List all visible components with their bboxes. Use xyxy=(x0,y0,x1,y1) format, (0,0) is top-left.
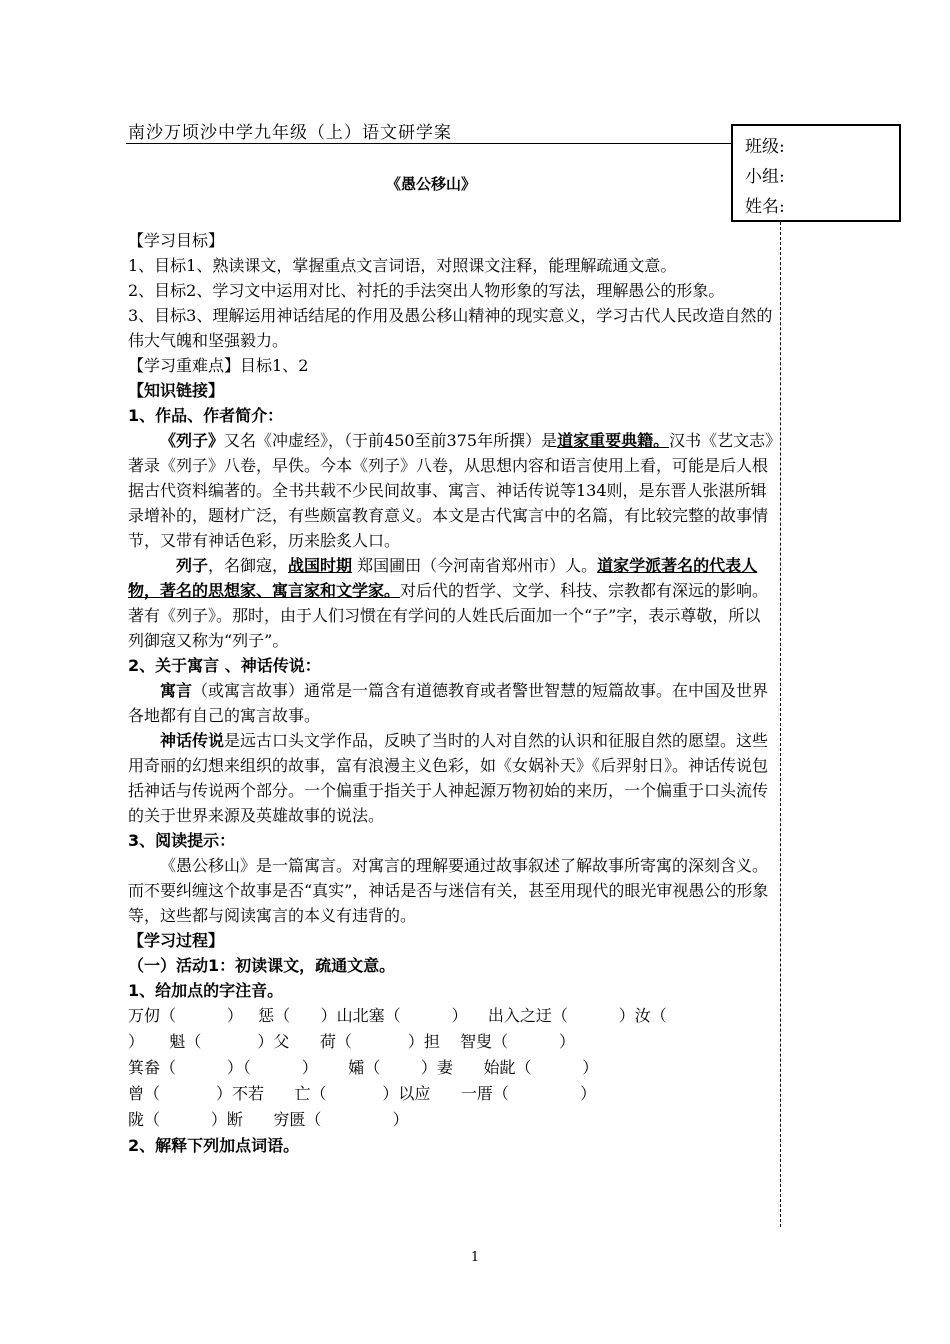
page-number: 1 xyxy=(470,1250,480,1265)
fable-text: （或寓言故事）通常是一篇含有道德教育或者警世智慧的短篇故事。在中国及世界各地都有自己的寓言故事。 xyxy=(128,681,769,725)
class-label: 班级: xyxy=(745,137,785,157)
header-divider xyxy=(126,143,732,144)
pinyin-exercise xyxy=(128,1003,776,1133)
pinyin-row-5: 陇（ ）断 穷匮（ ） xyxy=(128,1110,409,1129)
knowledge-heading: 【知识链接】 xyxy=(128,381,225,400)
goals-heading: 【学习目标】 xyxy=(128,231,225,250)
myth-term: 神话传说 xyxy=(160,731,225,750)
binding-dashed-line xyxy=(780,222,781,1227)
process-heading: 【学习过程】 xyxy=(128,931,225,950)
author-name: 列子 xyxy=(176,556,209,575)
book-name: 《列子》 xyxy=(160,431,225,450)
difficulty-heading: 【学习重难点】 xyxy=(128,356,241,375)
pinyin-row-1: 万仞（ ） 惩（ ）山北塞（ ） 出入之迂（ ）汝（ xyxy=(128,1006,667,1025)
main-content xyxy=(128,228,776,1158)
section-2-heading: 2、关于寓言 、神话传说： xyxy=(128,656,321,675)
book-emphasis: 道家重要典籍。 xyxy=(557,431,670,450)
goal-2: 2、目标2、学习文中运用对比、衬托的手法突出人物形象的写法，理解愚公的形象。 xyxy=(128,281,725,300)
book-intro-paragraph xyxy=(128,428,776,553)
group-label: 小组: xyxy=(745,167,785,187)
school-header-title: 南沙万顷沙中学九年级（上）语文研学案 xyxy=(128,123,452,143)
goal-1: 1、目标1、熟读课文，掌握重点文言词语，对照课文注释，能理解疏通文意。 xyxy=(128,256,677,275)
question-1-heading: 1、给加点的字注音。 xyxy=(128,981,284,1000)
pinyin-row-3: 箕畚（ ）（ ） 孀（ ）妻 始龀（ ） xyxy=(128,1058,599,1077)
author-era: 战国时期 xyxy=(288,556,353,575)
activity-1-heading: （一）活动1：初读课文，疏通文意。 xyxy=(128,956,396,975)
document-title: 《愚公移山》 xyxy=(385,175,476,193)
fable-term: 寓言 xyxy=(160,681,193,700)
difficulty-line xyxy=(128,353,776,378)
section-3-heading: 3、阅读提示： xyxy=(128,831,236,850)
difficulty-text: 目标1、2 xyxy=(240,356,309,375)
myth-text: 是远古口头文学作品，反映了当时的人对自然的认识和征服自然的愿望。这些用奇丽的幻想来组织的故事，富有浪漫主义色彩，如《女娲补天》《后羿射日》。神话传说包括神话与传说两个部分。一个偏重于指关于人神起源万物初始的来历，一个偏重于口头流传的关于世界来源及英雄故事的说法。 xyxy=(128,731,769,825)
pinyin-row-4: 曾（ ）不若 亡（ ）以应 一厝（ ） xyxy=(128,1084,597,1103)
goal-3: 3、目标3、理解运用神话结尾的作用及愚公移山精神的现实意义，学习古代人民改造自然的伟大气魄和坚强毅力。 xyxy=(128,306,773,350)
question-2-heading: 2、解释下列加点词语。 xyxy=(128,1136,300,1155)
name-label: 姓名: xyxy=(745,197,785,217)
student-info-box xyxy=(731,124,901,222)
author-text-b: 郑国圃田（今河南省郑州市）人。 xyxy=(352,556,598,575)
author-text-c: 对后代的哲学、文学、科技、宗教都有深远的影响。著有《列子》。那时，由于人们习惯在有学问的人姓氏后面加一个“子”字，表示尊敬，所以列御寇又称为“列子”。 xyxy=(128,581,769,650)
pinyin-row-2: ） 魁（ ）父 荷（ ）担 智叟（ ） xyxy=(128,1032,576,1051)
fable-paragraph xyxy=(128,678,776,728)
section-1-heading: 1、作品、作者简介： xyxy=(128,406,284,425)
book-intro-text-a: 又名《冲虚经》，（于前450至前375年所撰）是 xyxy=(224,431,558,450)
myth-paragraph xyxy=(128,728,776,828)
reading-tip-paragraph: 《愚公移山》是一篇寓言。对寓言的理解要通过故事叙述了解故事所寄寓的深刻含义。而不要纠缠这个故事是否“真实”，神话是否与迷信有关，甚至用现代的眼光审视愚公的形象等，这些都与阅读寓言的本义有违背的。 xyxy=(128,856,769,925)
author-text-a: ，名御寇， xyxy=(208,556,289,575)
author-intro-paragraph xyxy=(128,553,776,653)
author-emphasis: 道家学派著名的代表人物，著名的思想家、寓言家和文学家。 xyxy=(128,556,758,600)
book-intro-text-b: 汉书《艺文志》著录《列子》八卷，早佚。今本《列子》八卷，从思想内容和语言使用上看，可能是后人根据古代资料编著的。全书共载不少民间故事、寓言、神话传说等134则，是东晋人张湛所辑录增补的，题材广泛，有些颇富教育意义。本文是古代寓言中的名篇，有比较完整的故事情节，又带有神话色彩，历来脍炙人口。 xyxy=(128,431,774,550)
